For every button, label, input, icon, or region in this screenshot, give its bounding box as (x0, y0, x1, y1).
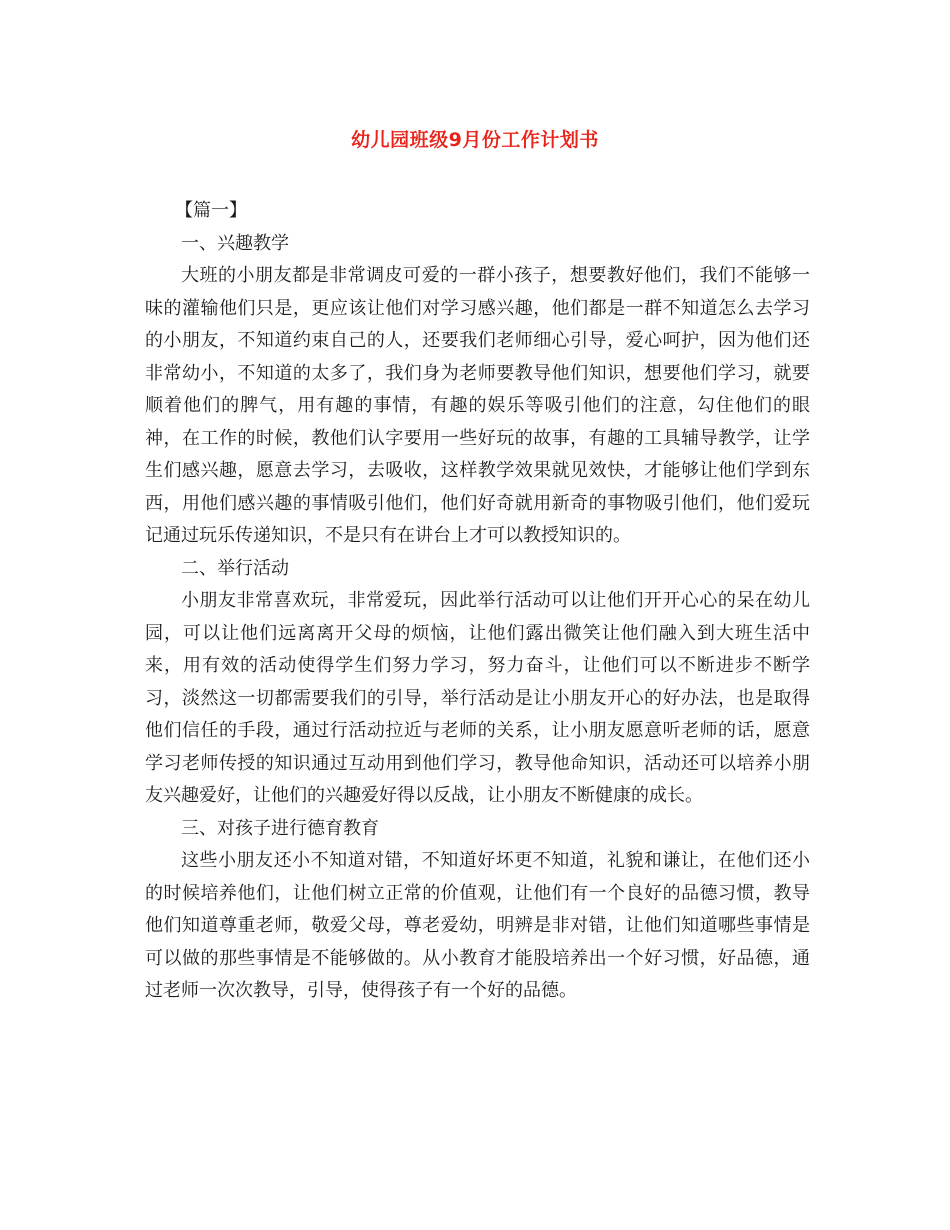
section-heading: 二、举行活动 (181, 557, 289, 579)
document-body (145, 195, 810, 1008)
section-heading: 三、对孩子进行德育教育 (181, 817, 379, 839)
section-heading: 一、兴趣教学 (181, 232, 289, 254)
section-paragraph: 大班的小朋友都是非常调皮可爱的一群小孩子，想要教好他们，我们不能够一味的灌输他们只是，更应该让他们对学习感兴趣，他们都是一群不知道怎么去学习的小朋友，不知道约束自己的人，还要我们老师细心引导，爱心呵护，因为他们还非常幼小，不知道的太多了，我们身为老师要教导他们知识，想要他们学习，就要顺着他们的脾气，用有趣的事情，有趣的娱乐等吸引他们的注意，勾住他们的眼神，在工作的时候，教他们认字要用一些好玩的故事，有趣的工具辅导教学，让学生们感兴趣，愿意去学习，去吸收，这样教学效果就见效快，才能够让他们学到东西，用他们感兴趣的事情吸引他们，他们好奇就用新奇的事物吸引他们，他们爱玩记通过玩乐传递知识，不是只有在讲台上才可以教授知识的。 (145, 265, 810, 546)
document-title: 幼儿园班级9月份工作计划书 (351, 129, 599, 151)
part-label: 【篇一】 (175, 200, 247, 221)
section-paragraph: 这些小朋友还小不知道对错，不知道好坏更不知道，礼貌和谦让，在他们还小的时候培养他们，让他们树立正常的价值观，让他们有一个良好的品德习惯，教导他们知道尊重老师，敬爱父母，尊老爱幼，明辨是非对错，让他们知道哪些事情是可以做的那些事情是不能够做的。从小教育才能股培养出一个好习惯，好品德，通过老师一次次教导，引导，使得孩子有一个好的品德。 (145, 850, 810, 1001)
section-paragraph: 小朋友非常喜欢玩，非常爱玩，因此举行活动可以让他们开开心心的呆在幼儿园，可以让他们远离离开父母的烦恼，让他们露出微笑让他们融入到大班生活中来，用有效的活动使得学生们努力学习，努力奋斗，让他们可以不断进步不断学习，淡然这一切都需要我们的引导，举行活动是让小朋友开心的好办法，也是取得他们信任的手段，通过行活动拉近与老师的关系，让小朋友愿意听老师的话，愿意学习老师传授的知识通过互动用到他们学习，教导他命知识，活动还可以培养小朋友兴趣爱好，让他们的兴趣爱好得以反战，让小朋友不断健康的成长。 (145, 590, 810, 806)
